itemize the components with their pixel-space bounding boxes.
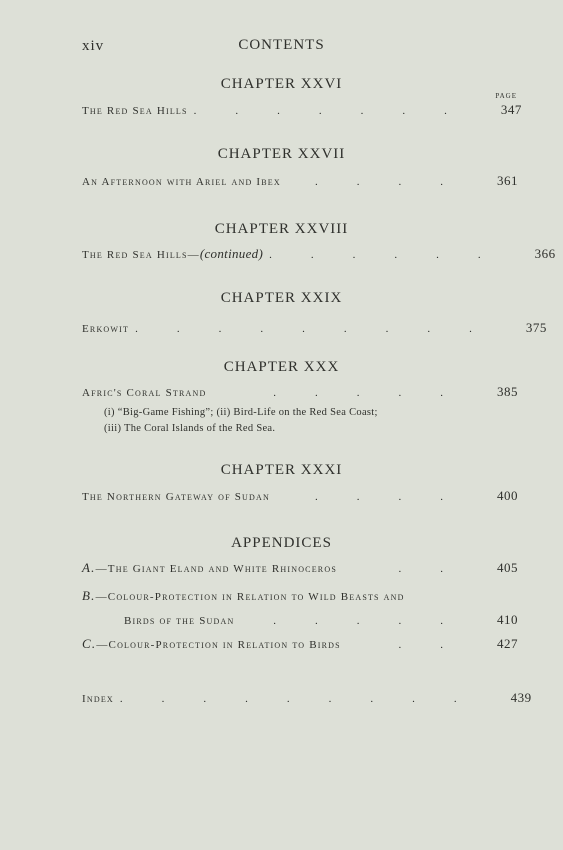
leader-dots: ..... <box>273 387 482 399</box>
chapter-heading: CHAPTER XXX <box>223 359 340 375</box>
toc-entry-title: The Red Sea Hills <box>82 105 188 117</box>
toc-entry <box>82 320 547 340</box>
leader-dots: .. <box>398 639 482 651</box>
appendix-letter: A. <box>82 560 96 575</box>
appendix-page: 410 <box>497 612 518 627</box>
toc-entry-title: Erkowit <box>82 323 130 335</box>
appendix-entry-continued <box>124 612 518 632</box>
leader-dots: .... <box>315 491 482 503</box>
chapter-heading: CHAPTER XXVIII <box>214 221 349 237</box>
toc-entry-page: 347 <box>500 102 522 117</box>
appendices-heading: APPENDICES <box>231 535 332 551</box>
toc-entry <box>82 384 518 404</box>
appendix-letter: C. <box>82 636 97 651</box>
leader-dots: ...... <box>269 249 520 261</box>
toc-entry-page: 439 <box>510 690 532 705</box>
leader-dots: .... <box>315 176 482 188</box>
appendix-entry <box>82 588 518 608</box>
toc-entry-title-italic: (continued) <box>199 246 264 261</box>
page-number: xiv <box>82 38 105 54</box>
leader-dots: ......... <box>135 323 511 335</box>
chapter-heading: CHAPTER XXVI <box>220 76 343 92</box>
leader-dots: ....... <box>193 105 486 117</box>
running-title: CONTENTS <box>238 37 325 53</box>
appendix-entry <box>82 636 518 656</box>
toc-entry-title: An Afternoon with Ariel and Ibex <box>82 176 281 188</box>
leader-dots: ......... <box>119 693 496 705</box>
page-column-label: PAGE <box>495 92 517 100</box>
appendix-page: 405 <box>497 560 518 575</box>
toc-entry-index <box>82 690 532 710</box>
leader-dots: .. <box>398 563 482 575</box>
toc-entry-page: 385 <box>497 384 518 399</box>
toc-entry-page: 375 <box>525 320 547 335</box>
appendix-letter: B. <box>82 588 96 603</box>
chapter-heading: CHAPTER XXXI <box>220 462 343 478</box>
toc-entry-title: The Red Sea Hills— <box>82 249 200 261</box>
toc-entry <box>82 488 518 508</box>
toc-entry-page: 361 <box>497 173 518 188</box>
chapter-heading: CHAPTER XXVII <box>217 146 346 162</box>
appendix-title: —Colour-Protection in Relation to Birds <box>96 639 341 651</box>
appendix-title: —Colour-Protection in Relation to Wild Beasts and <box>95 591 405 603</box>
toc-entry <box>82 173 518 193</box>
toc-entry-title: Afric's Coral Strand <box>82 387 207 399</box>
leader-dots: ..... <box>273 615 482 627</box>
toc-entry-page: 366 <box>534 246 556 261</box>
chapter-heading: CHAPTER XXIX <box>220 290 343 306</box>
toc-sub-line: (i) “Big-Game Fishing”; (ii) Bird-Life on the Red Sea Coast; <box>104 407 378 418</box>
appendix-page: 427 <box>497 636 518 651</box>
toc-entry-title: Index <box>82 693 114 705</box>
appendix-entry <box>82 560 518 580</box>
appendix-title-continued: Birds of the Sudan <box>124 615 235 627</box>
toc-entry <box>82 246 556 266</box>
toc-sub-line: (iii) The Coral Islands of the Red Sea. <box>104 423 276 434</box>
toc-entry <box>82 102 522 122</box>
toc-entry-page: 400 <box>497 488 518 503</box>
appendix-title: —The Giant Eland and White Rhinoceros <box>95 563 337 575</box>
toc-entry-title: The Northern Gateway of Sudan <box>82 491 270 503</box>
